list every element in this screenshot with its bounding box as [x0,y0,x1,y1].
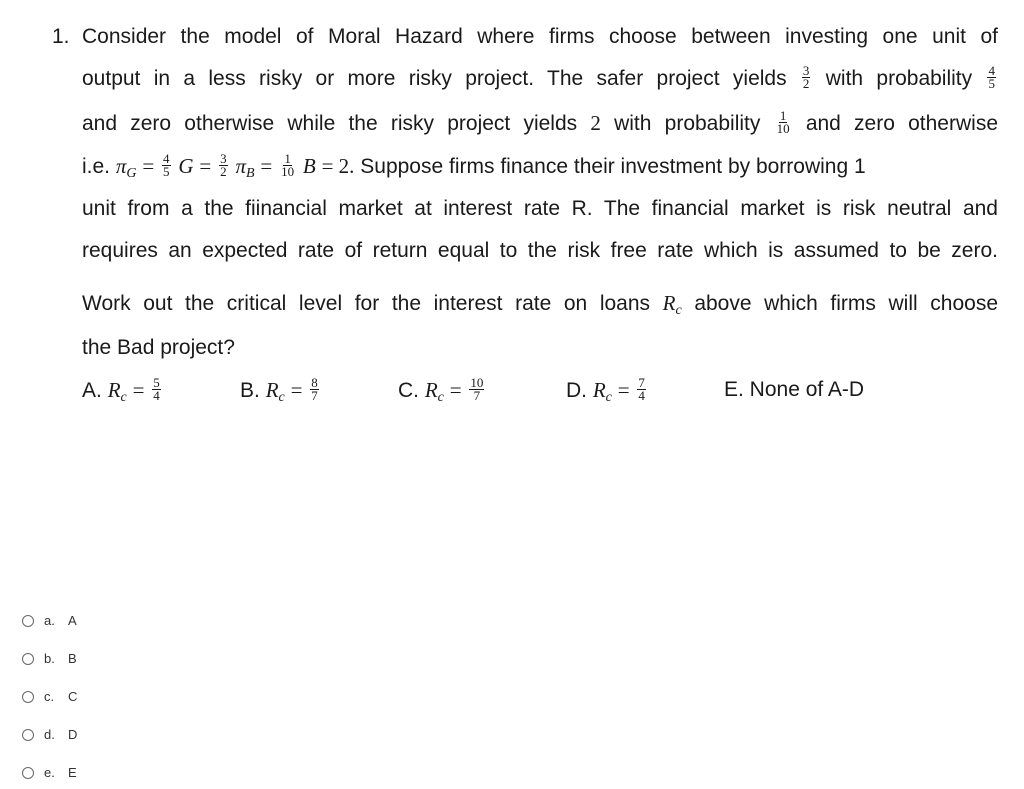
line7-text-a: Work out the critical level for the interest rate on loans [82,292,651,315]
line3-text-a: and zero otherwise while the risky project yields [82,112,578,135]
question-line-8: the Bad project? [82,336,235,359]
fraction-4-5-b: $\frac{4}{5}$ [163,150,170,179]
answer-b[interactable]: b. B [22,650,222,672]
line7-text-b: above which firms will choose [694,292,998,315]
option-e: E. None of A-D [724,378,865,401]
fraction-4-5: $\frac{4}{5}$ [988,62,995,91]
radio-icon[interactable] [22,653,34,665]
radio-icon[interactable] [22,691,34,703]
answer-e[interactable]: e. E [22,764,222,786]
question-line-5: unit from a the fiinancial market at interest rate R. The financial market is risk neutral and [82,197,998,220]
radio-icon[interactable] [22,767,34,779]
option-c: C. $R_c$ = $\frac{10}{7}$ [398,374,484,405]
fraction-3-2: $\frac{3}{2}$ [802,62,810,91]
answer-d[interactable]: d. D [22,726,222,748]
choice-options-row [82,374,998,405]
radio-icon[interactable] [22,615,34,627]
rc-symbol: $R_c$ [662,291,682,318]
option-a: A. $R_c$ = $\frac{5}{4}$ [82,374,160,405]
question-line-3 [82,107,998,137]
line3-text-c: and zero otherwise [805,112,998,135]
line3-text-b: with probability [614,112,761,135]
line4-text: Suppose firms finance their investment by borrowing 1 [360,155,866,178]
value-two: 2 [590,111,601,135]
fraction-1-10: $\frac{1}{10}$ [776,107,790,136]
answer-c[interactable]: c. C [22,688,222,710]
question-line-7 [82,290,998,324]
line2-text-a: output in a less risky or more risky project. The safer project yields [82,67,787,90]
answer-choices [0,600,300,789]
ie-label: i.e. [82,155,111,178]
question-line-4: i.e. $\pi_G$ = $\frac{4}{5}$ G = $\frac{3}{2}$ $\pi_B$ = $\frac{1}{10}$ B = 2. Suppose firms finance their investment by borrowing 1 [82,150,866,181]
fraction-3-2-b: $\frac{3}{2}$ [220,150,227,179]
option-b: B. $R_c$ = $\frac{8}{7}$ [240,374,318,405]
fraction-1-10-b: $\frac{1}{10}$ [281,150,295,179]
radio-icon[interactable] [22,729,34,741]
question-number: 1. [52,25,70,48]
question-line-6: requires an expected rate of return equal to the risk free rate which is assumed to be zero. [82,239,998,262]
question-line-1: Consider the model of Moral Hazard where firms choose between investing one unit of [82,25,998,48]
answer-a[interactable]: a. A [22,612,222,634]
question-line-2 [82,62,998,92]
line2-text-b: with probability [825,67,973,90]
option-d: D. $R_c$ = $\frac{7}{4}$ [566,374,645,405]
